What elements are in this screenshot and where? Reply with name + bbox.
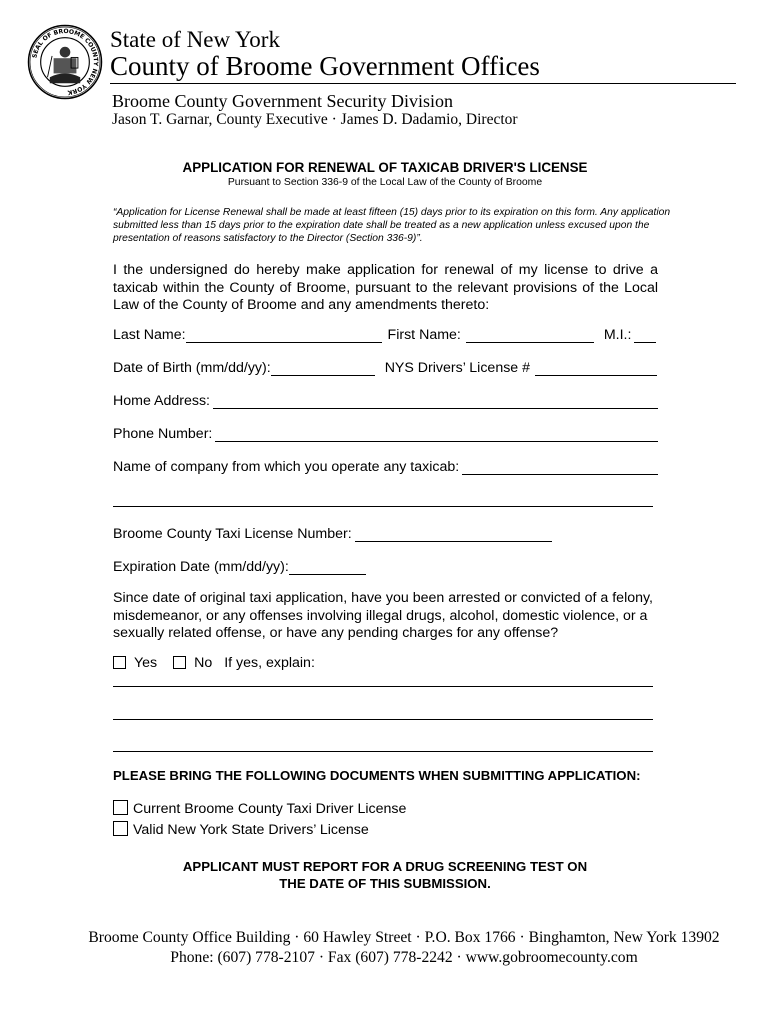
intro-statement: I the undersigned do hereby make application for renewal of my license to drive a taxicab within the County of Broome, pursuant to the relevant provisions of the Local Law of the County of Broome and any amendments thereto: — [113, 262, 658, 313]
company-row — [113, 455, 658, 475]
explain-label: If yes, explain: — [224, 655, 315, 671]
document-item-taxi-license — [113, 800, 406, 817]
document-item-nys-license — [113, 821, 369, 838]
dob-label: Date of Birth (mm/dd/yy): — [113, 360, 271, 376]
document-checkbox[interactable] — [113, 821, 128, 836]
drug-screening-notice — [0, 859, 770, 892]
no-label: No — [194, 655, 213, 671]
taxi-license-row — [113, 522, 658, 542]
header-rule — [110, 83, 736, 84]
renewal-notice: “Application for License Renewal shall be made at least fifteen (15) days prior to its expiration on this form. Any application submitted less than 15 days prior to the expiration date shall be treated as a new application unless excused upon the presentation of reasons satisfactory to the Director (Section 336-9)”. — [113, 207, 671, 244]
officials-line: Jason T. Garnar, County Executive · James D. Dadamio, Director — [112, 111, 518, 128]
footer — [0, 928, 770, 968]
home-address-label: Home Address: — [113, 393, 210, 409]
first-name-label: First Name: — [387, 327, 461, 343]
last-name-field[interactable] — [186, 327, 382, 343]
footer-address: Broome County Office Building · 60 Hawley Street · P.O. Box 1766 · Binghamton, New York 13902 — [88, 929, 720, 946]
division-name: Broome County Government Security Division — [112, 91, 453, 111]
document-item-label: Current Broome County Taxi Driver License — [133, 801, 407, 817]
mi-field[interactable] — [634, 327, 656, 343]
explain-line-1[interactable] — [113, 686, 653, 687]
form-title: APPLICATION FOR RENEWAL OF TAXICAB DRIVER'S LICENSE — [182, 160, 588, 175]
phone-row — [113, 422, 658, 442]
seal-ring-text: SEAL OF BROOME COUNTY NEW YORK — [31, 28, 99, 96]
state-title: State of New York — [110, 27, 280, 52]
name-row — [113, 323, 658, 343]
document-item-label: Valid New York State Drivers’ License — [133, 822, 369, 838]
no-checkbox[interactable] — [173, 656, 186, 669]
explain-line-2[interactable] — [113, 719, 653, 720]
first-name-field[interactable] — [466, 327, 594, 343]
yes-label: Yes — [134, 655, 158, 671]
dob-row — [113, 356, 658, 376]
documents-header: PLEASE BRING THE FOLLOWING DOCUMENTS WHEN SUBMITTING APPLICATION: — [113, 768, 641, 783]
company-continuation-line[interactable] — [113, 506, 653, 507]
nys-license-label: NYS Drivers’ License # — [384, 360, 531, 376]
home-address-row — [113, 389, 658, 409]
county-title: County of Broome Government Offices — [110, 51, 540, 81]
company-field[interactable] — [462, 459, 658, 475]
yes-no-row — [113, 655, 323, 671]
explain-line-3[interactable] — [113, 751, 653, 752]
company-label: Name of company from which you operate any taxicab: — [113, 459, 460, 475]
phone-label: Phone Number: — [113, 426, 213, 442]
expiration-field[interactable] — [289, 559, 366, 575]
nys-license-field[interactable] — [535, 360, 657, 376]
document-checkbox[interactable] — [113, 800, 128, 815]
footer-contact: Phone: (607) 778-2107 · Fax (607) 778-2242 · www.gobroomecounty.com — [170, 949, 638, 966]
county-seal-logo — [27, 24, 103, 100]
expiration-row — [113, 555, 658, 575]
home-address-field[interactable] — [213, 393, 658, 409]
drug-notice-line-2: THE DATE OF THIS SUBMISSION. — [279, 875, 491, 891]
form-subtitle: Pursuant to Section 336-9 of the Local Law of the County of Broome — [227, 177, 543, 188]
drug-notice-line-1: APPLICANT MUST REPORT FOR A DRUG SCREENING TEST ON — [182, 859, 588, 874]
phone-field[interactable] — [215, 426, 658, 442]
mi-label: M.I.: — [603, 327, 632, 343]
last-name-label: Last Name: — [113, 327, 186, 343]
yes-checkbox[interactable] — [113, 656, 126, 669]
taxi-license-field[interactable] — [355, 526, 552, 542]
taxi-license-label: Broome County Taxi License Number: — [113, 526, 352, 542]
dob-field[interactable] — [271, 360, 375, 376]
expiration-label: Expiration Date (mm/dd/yy): — [113, 559, 289, 575]
offense-question: Since date of original taxi application, have you been arrested or convicted of a felony, misdemeanor, or any offenses involving illegal drugs, alcohol, domestic violence, or a sexually related offense, or have any pending charges for any offense? — [113, 590, 653, 641]
